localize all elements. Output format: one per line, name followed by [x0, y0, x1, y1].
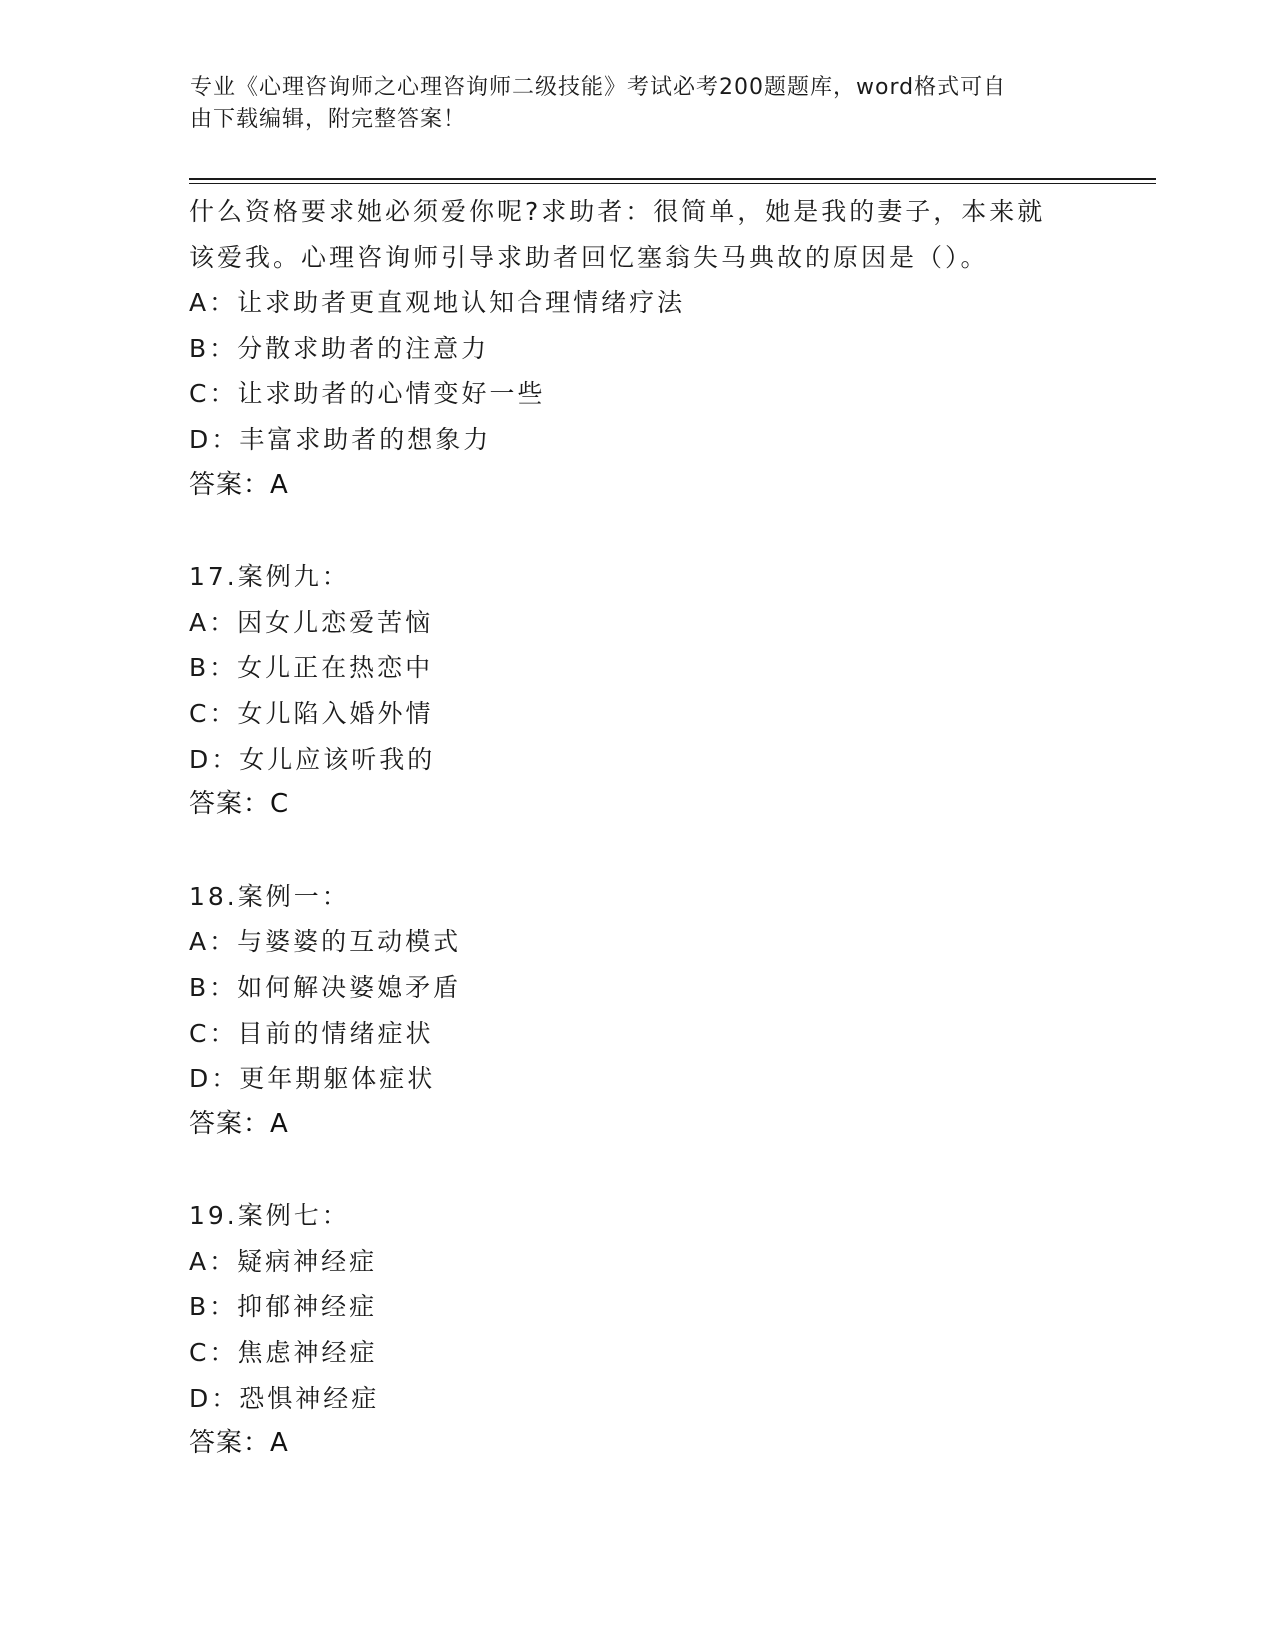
option-a: A：让求助者更直观地认知合理情绪疗法 — [189, 288, 686, 318]
header-divider-thin — [189, 183, 1156, 184]
option-a: A：疑病神经症 — [189, 1246, 378, 1276]
option-b: B：如何解决婆媳矛盾 — [189, 972, 462, 1002]
question-19 — [189, 1193, 1089, 1467]
option-d: D：恐惧神经症 — [189, 1383, 380, 1413]
option-c: C：让求助者的心情变好一些 — [189, 379, 546, 409]
option-d: D：更年期躯体症状 — [189, 1064, 436, 1094]
header-divider-thick — [189, 178, 1156, 180]
question-title: 18.案例一： — [189, 881, 350, 911]
document-header — [190, 72, 1070, 136]
option-c: C：目前的情绪症状 — [189, 1018, 434, 1048]
question-title: 17.案例九： — [189, 562, 350, 592]
option-d: D：女儿应该听我的 — [189, 744, 436, 774]
answer-line: 答案：C — [189, 789, 290, 820]
answer-line: 答案：A — [189, 469, 289, 500]
option-c: C：女儿陷入婚外情 — [189, 698, 434, 728]
answer-line: 答案：A — [189, 1428, 289, 1459]
option-b: B：分散求助者的注意力 — [189, 333, 490, 363]
option-a: A：因女儿恋爱苦恼 — [189, 607, 434, 637]
option-d: D：丰富求助者的想象力 — [189, 424, 492, 454]
option-b: B：女儿正在热恋中 — [189, 653, 434, 683]
spacer — [189, 828, 1089, 874]
question-title: 19.案例七： — [189, 1201, 350, 1231]
spacer — [189, 508, 1089, 554]
option-b: B：抑郁神经症 — [189, 1292, 378, 1322]
question-stem-line: 该爱我。心理咨询师引导求助者回忆塞翁失马典故的原因是（）。 — [189, 242, 989, 272]
question-stem-line: 什么资格要求她必须爱你呢?求助者：很简单，她是我的妻子，本来就 — [189, 197, 1046, 226]
option-a: A：与婆婆的互动模式 — [189, 927, 462, 957]
answer-line: 答案：A — [189, 1108, 289, 1139]
header-line-1: 专业《心理咨询师之心理咨询师二级技能》考试必考200题题库，word格式可自 — [190, 75, 1007, 100]
question-16 — [189, 189, 1089, 508]
option-c: C：焦虑神经症 — [189, 1338, 378, 1368]
spacer — [189, 1147, 1089, 1193]
question-content — [189, 189, 1089, 1467]
header-line-2: 由下载编辑，附完整答案！ — [190, 107, 467, 132]
question-18 — [189, 874, 1089, 1148]
question-17 — [189, 554, 1089, 828]
